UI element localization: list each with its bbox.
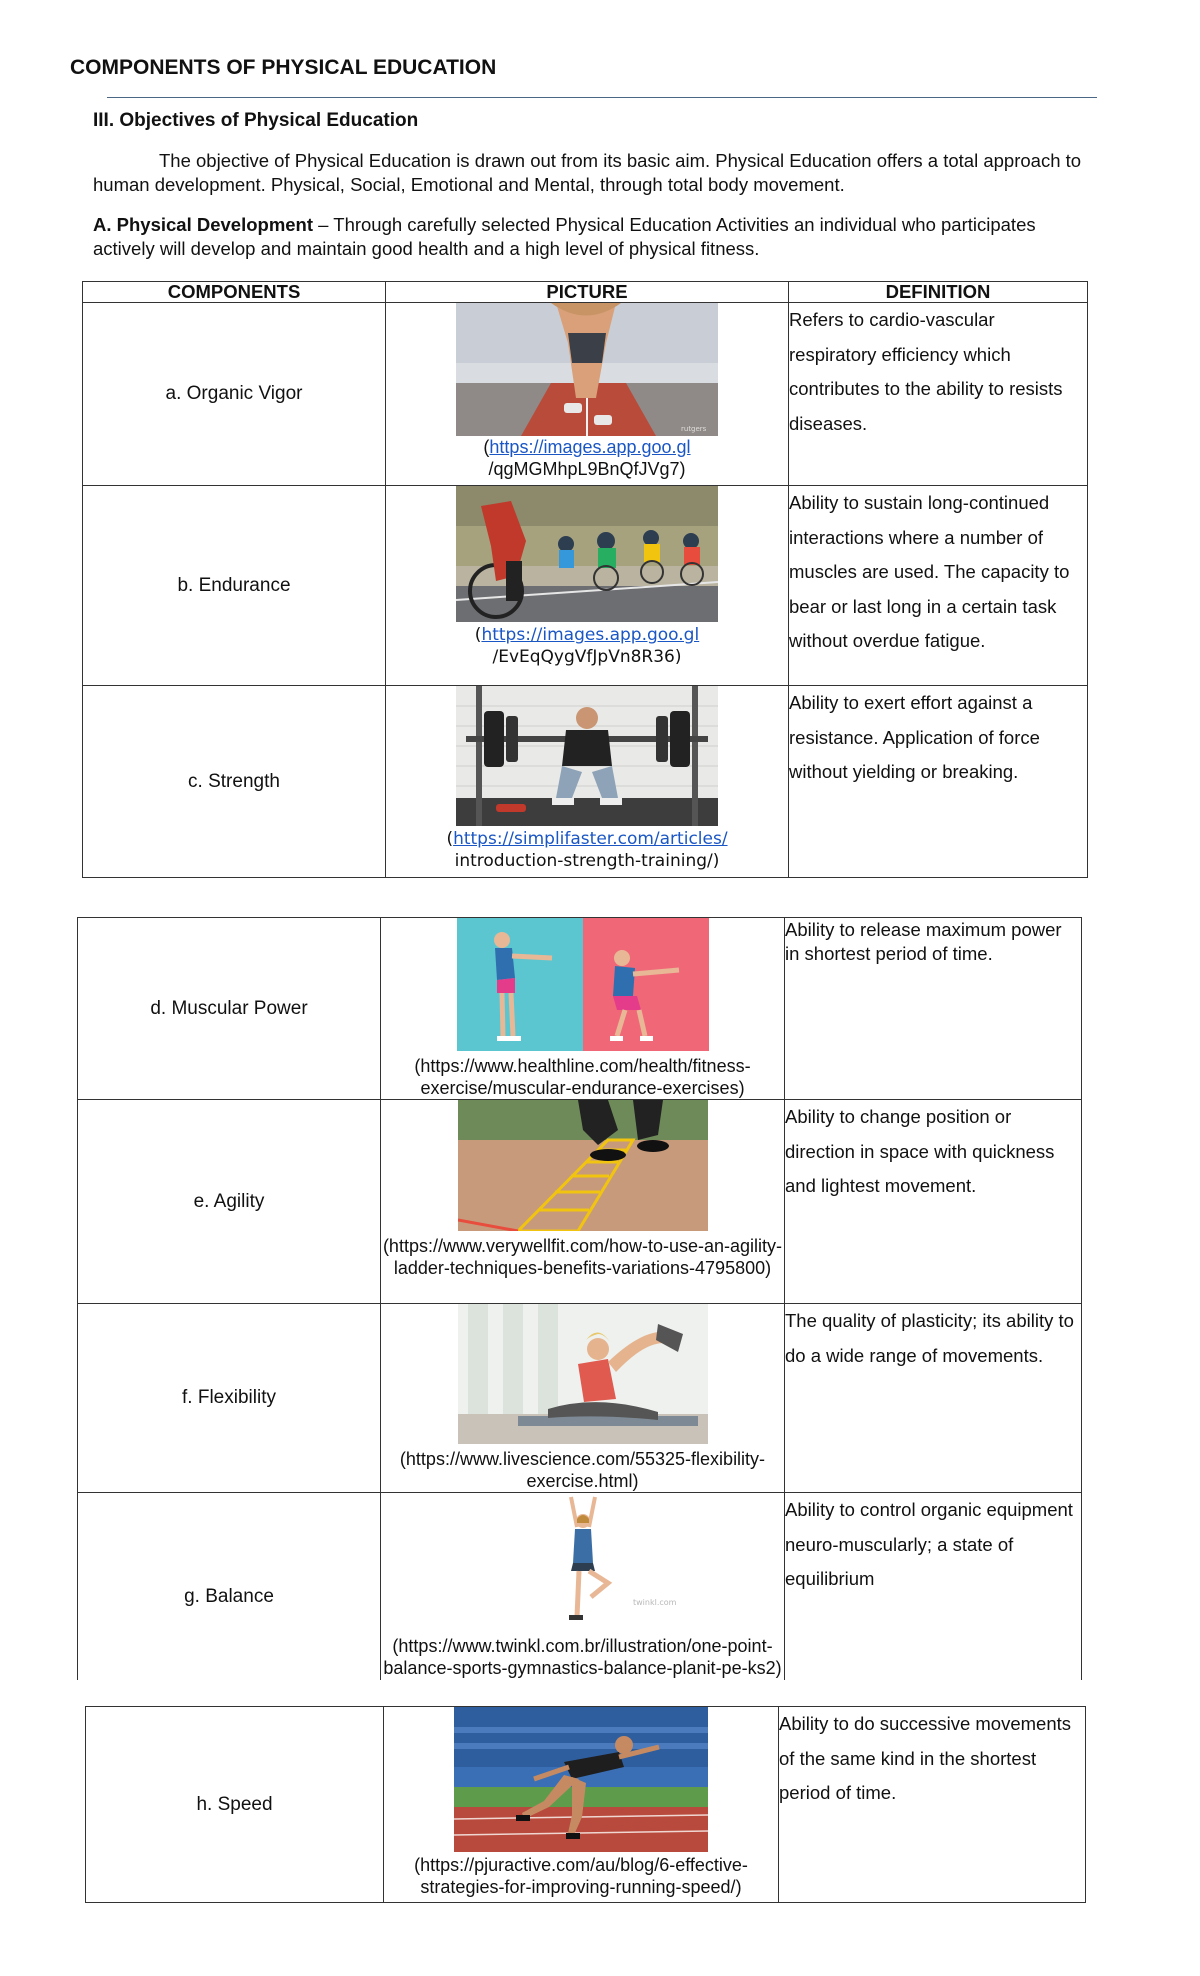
sprinter-photo [456, 303, 718, 436]
table-row [83, 303, 1088, 486]
picture-cell [386, 686, 789, 878]
picture-cell [386, 486, 789, 686]
component-name: g. Balance [78, 1493, 381, 1701]
cyclists-photo [456, 486, 718, 622]
table-row [83, 486, 1088, 686]
image-source: (https://www.healthline.com/health/fitness-exercise/muscular-endurance-exercises) [414, 1056, 751, 1098]
page-break-gap [70, 1680, 1090, 1706]
definition-text: The quality of plasticity; its ability to do a wide range of movements. [785, 1304, 1082, 1493]
definition-text: Ability to sustain long-continued interactions where a number of muscles are used. The capacity to bear or last long in a certain task without overdue fatigue. [789, 486, 1088, 686]
component-name: c. Strength [83, 686, 386, 878]
definition-text: Ability to do successive movements of the same kind in the shortest period of time. [779, 1707, 1086, 1903]
physical-development-heading: A. Physical Development [93, 214, 314, 235]
header-components: COMPONENTS [83, 282, 386, 303]
picture-cell [381, 1304, 785, 1493]
image-source: (https://images.app.goo.gl /EvEqQygVfJpVn8R36) [474, 625, 700, 667]
component-name: b. Endurance [83, 486, 386, 686]
header-definition: DEFINITION [789, 282, 1088, 303]
physical-development-paragraph: A. Physical Development – Through carefully selected Physical Education Activities an individual who participates actively will develop and maintain good health and a high level of physical fitness. [93, 214, 1036, 259]
title-divider [107, 97, 1097, 98]
image-source: (https://pjuractive.com/au/blog/6-effective-strategies-for-improving-running-speed/) [414, 1855, 748, 1897]
picture-cell [381, 1100, 785, 1304]
image-source: (https://www.livescience.com/55325-flexibility-exercise.html) [399, 1449, 766, 1491]
source-link[interactable]: https://simplifaster.com/articles/ [453, 829, 728, 849]
components-table-part-1 [82, 281, 1088, 878]
document-title: COMPONENTS OF PHYSICAL EDUCATION [70, 56, 497, 79]
definition-text: Ability to release maximum power in shortest period of time. [785, 918, 1082, 1100]
agility-ladder-photo [458, 1100, 708, 1231]
balance-illustration [453, 1493, 713, 1623]
source-link[interactable]: https://images.app.goo.gl [481, 625, 700, 645]
table-row [78, 1304, 1082, 1493]
definition-text: Ability to control organic equipment neuro-muscularly; a state of equilibrium [785, 1493, 1082, 1701]
yoga-stretch-photo [458, 1304, 708, 1444]
section-title: III. Objectives of Physical Education [93, 110, 419, 131]
table-header-row [83, 282, 1088, 303]
definition-text: Ability to change position or direction in space with quickness and lightest movement. [785, 1100, 1082, 1304]
image-source: (https://www.verywellfit.com/how-to-use-an-agility-ladder-techniques-benefits-variations-4795800) [382, 1236, 783, 1278]
image-source: (https://www.twinkl.com.br/illustration/one-point-balance-sports-gymnastics-balance-planit-pe-ks2) [383, 1636, 782, 1678]
components-table-part-2 [77, 917, 1082, 1701]
definition-text: Ability to exert effort against a resistance. Application of force without yielding or breaking. [789, 686, 1088, 878]
header-picture: PICTURE [386, 282, 789, 303]
definition-text: Refers to cardio-vascular respiratory efficiency which contributes to the ability to resists diseases. [789, 303, 1088, 486]
picture-cell [384, 1707, 779, 1903]
sprinter-running-photo [454, 1707, 708, 1852]
twinkl-watermark: twinkl.com [632, 1598, 676, 1607]
squat-illustration [457, 918, 709, 1051]
table-row [78, 1100, 1082, 1304]
svg-text:rutgers: rutgers [681, 425, 707, 433]
table-row [78, 918, 1082, 1100]
components-table-part-3 [85, 1706, 1086, 1903]
barbell-squat-photo [456, 686, 718, 826]
source-link[interactable]: https://images.app.goo.gl [489, 437, 691, 457]
picture-cell [381, 918, 785, 1100]
picture-cell [381, 1493, 785, 1701]
component-name: e. Agility [78, 1100, 381, 1304]
component-name: a. Organic Vigor [83, 303, 386, 486]
component-name: d. Muscular Power [78, 918, 381, 1100]
image-source: (https://images.app.goo.gl /qgMGMhpL9BnQfJVg7) [483, 437, 691, 479]
table-row [78, 1493, 1082, 1701]
image-source: (https://simplifaster.com/articles/ introduction-strength-training/) [446, 829, 728, 871]
table-row [86, 1707, 1086, 1903]
intro-paragraph: The objective of Physical Education is drawn out from its basic aim. Physical Education offers a total approach to human development. Physical, Social, Emotional and Mental, through total body movement. [93, 150, 1082, 195]
picture-cell [386, 303, 789, 486]
table-row [83, 686, 1088, 878]
component-name: f. Flexibility [78, 1304, 381, 1493]
component-name: h. Speed [86, 1707, 384, 1903]
